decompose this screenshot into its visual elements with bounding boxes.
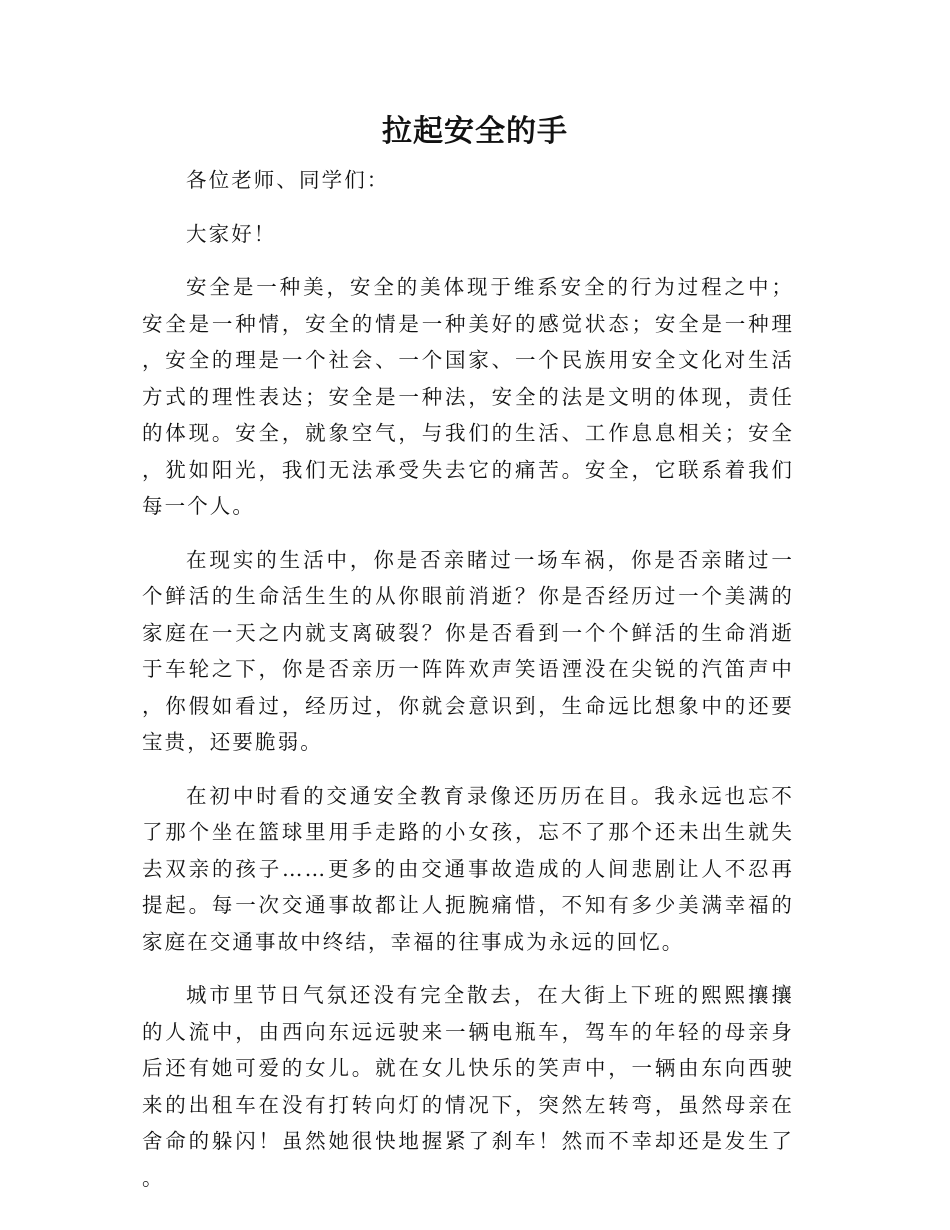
body-paragraph: 在现实的生活中，你是否亲睹过一场车祸，你是否亲睹过一个鲜活的生命活生生的从你眼前消逝？你是否经历过一个美满的家庭在一天之内就支离破裂？你是否看到一个个鲜活的生命消逝于车轮之下，你是否亲历一阵阵欢声笑语湮没在尖锐的汽笛声中，你假如看过，经历过，你就会意识到，生命远比想象中的还要宝贵，还要脆弱。 bbox=[142, 547, 794, 754]
body-paragraph: 安全是一种美，安全的美体现于维系安全的行为过程之中；安全是一种情，安全的情是一种美好的感觉状态；安全是一种理，安全的理是一个社会、一个国家、一个民族用安全文化对生活方式的理性表达；安全是一种法，安全的法是文明的体现，责任的体现。安全，就象空气，与我们的生活、工作息息相关；安全，犹如阳光，我们无法承受失去它的痛苦。安全，它联系着我们每一个人。 bbox=[142, 275, 794, 518]
body-paragraph: 城市里节日气氛还没有完全散去，在大街上下班的熙熙攘攘的人流中，由西向东远远驶来一辆电瓶车，驾车的年轻的母亲身后还有她可爱的女儿。就在女儿快乐的笑声中，一辆由东向西驶来的出租车在没有打转向灯的情况下，突然左转弯，虽然母亲在舍命的躲闪！虽然她很快地握紧了刹车！然而不幸却还是发生了。 bbox=[142, 983, 794, 1190]
body-paragraph: 在初中时看的交通安全教育录像还历历在目。我永远也忘不了那个坐在篮球里用手走路的小女孩，忘不了那个还未出生就失去双亲的孩子……更多的由交通事故造成的人间悲剧让人不忍再提起。每一次交通事故都让人扼腕痛惜，不知有多少美满幸福的家庭在交通事故中终结，幸福的往事成为永远的回忆。 bbox=[142, 783, 794, 954]
greeting-paragraph: 大家好！ bbox=[186, 221, 277, 246]
document-title: 拉起安全的手 bbox=[382, 114, 568, 149]
document-body bbox=[142, 162, 794, 1213]
salutation-paragraph: 各位老师、同学们： bbox=[186, 168, 390, 192]
